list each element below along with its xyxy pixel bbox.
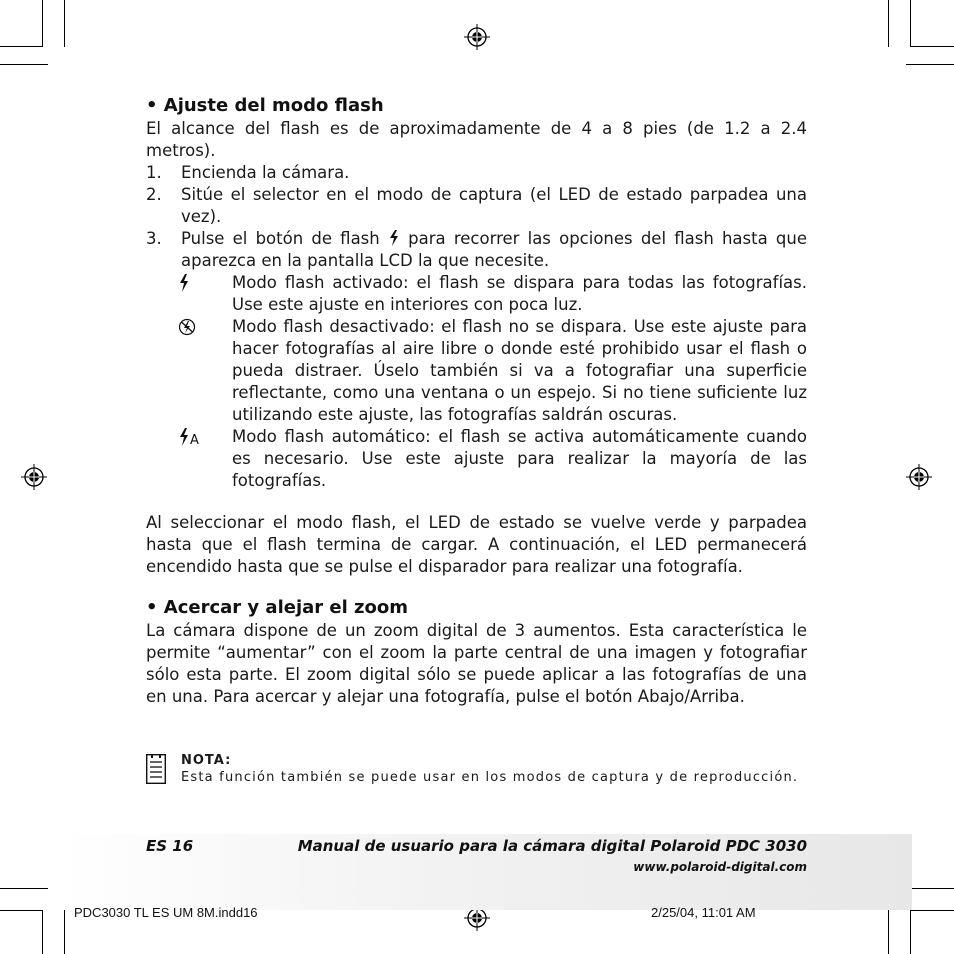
crop-mark <box>0 46 43 47</box>
registration-mark-icon <box>464 24 490 50</box>
crop-mark <box>910 910 954 911</box>
flash-mode-item <box>146 272 807 316</box>
step-number: 1. <box>146 163 162 182</box>
list-item <box>146 162 807 184</box>
list-item <box>146 184 807 228</box>
manual-title: Manual de usuario para la cámara digital Polaroid PDC 3030 <box>297 837 807 855</box>
crop-mark <box>0 888 48 889</box>
registration-mark-icon <box>21 464 47 490</box>
note-icon <box>146 754 166 784</box>
main-content <box>146 94 807 708</box>
flash-icon <box>388 230 400 246</box>
page-number: ES 16 <box>146 837 194 855</box>
note-box <box>146 752 807 786</box>
outro-text: Al seleccionar el modo flash, el LED de estado se vuelve verde y parpadea hasta que el flash termina de cargar. A continuación, el LED permanecerá encendido hasta que se pulse el disparador para realizar una fotografía. <box>146 513 807 576</box>
note-title: NOTA: <box>181 753 232 768</box>
note-text: Esta función también se puede usar en los modos de captura y de reproducción. <box>181 770 799 785</box>
crop-mark <box>42 0 43 47</box>
step-text: Sitúe el selector en el modo de captura (el LED de estado parpadea una <box>181 185 807 204</box>
crop-mark <box>888 0 889 47</box>
crop-mark <box>888 906 889 954</box>
intro-text: metros). <box>146 141 216 160</box>
step-text-start: Pulse el botón de flash <box>181 229 380 248</box>
list-item <box>146 228 807 272</box>
flash-mode-text: Modo flash automático: el flash se activa automáticamente cuando es necesario. Use este ajuste para realizar la mayoría de las fotografías. <box>232 427 807 490</box>
slug-date: 2/25/04, 11:01 AM <box>651 905 756 920</box>
crop-mark <box>906 64 954 65</box>
step-text: vez). <box>181 207 222 226</box>
svg-text:A: A <box>190 433 199 446</box>
crop-mark <box>906 888 954 889</box>
flash-auto-icon <box>179 428 201 446</box>
crop-mark <box>0 910 43 911</box>
flash-on-icon <box>179 274 201 292</box>
flash-mode-text: Modo flash desactivado: el flash no se dispara. Use este ajuste para hacer fotografías al aire libre o donde esté prohibido usar el flash o pueda distraer. Úselo también si va a fotografiar una superficie reflectante, como una ventana o un espejo. Si no tiene suficiente luz utilizando este ajuste, las fotografías saldrán oscuras. <box>232 317 807 424</box>
crop-mark <box>910 910 911 954</box>
step-number: 2. <box>146 185 162 204</box>
step-text: aparezca en la pantalla LCD la que necesite. <box>181 251 550 270</box>
zoom-text: La cámara dispone de un zoom digital de 3 aumentos. Esta característica le permite “aumentar” con el zoom la parte central de una imagen y fotografiar sólo esta parte. El zoom digital sólo se puede aplicar a las fotografías de una en una. Para acercar y alejar una fotografía, pulse el botón Abajo/Arriba. <box>146 621 807 706</box>
crop-mark <box>64 906 65 954</box>
flash-mode-item <box>146 426 807 492</box>
slug-file-name: PDC3030 TL ES UM 8M.indd16 <box>74 905 258 920</box>
note-body <box>181 752 807 786</box>
step-text <box>181 228 807 250</box>
step-number: 3. <box>146 229 162 248</box>
step-text-end: para recorrer las opciones del flash hasta que <box>408 229 807 248</box>
crop-mark <box>42 910 43 954</box>
registration-mark-icon <box>906 464 932 490</box>
section-heading-zoom: • Acercar y alejar el zoom <box>146 597 409 618</box>
section-heading-flash: • Ajuste del modo flash <box>146 95 384 116</box>
step-text: Encienda la cámara. <box>181 163 350 182</box>
crop-mark <box>910 0 911 47</box>
flash-mode-text: Modo flash activado: el flash se dispara para todas las fotografías. Use este ajuste en interiores con poca luz. <box>232 273 807 314</box>
flash-mode-item <box>146 316 807 426</box>
intro-text: El alcance del flash es de aproximadamente de 4 a 8 pies (de 1.2 a 2.4 <box>146 119 807 138</box>
crop-mark <box>64 0 65 47</box>
website-url: www.polaroid-digital.com <box>633 860 807 874</box>
crop-mark <box>0 64 48 65</box>
crop-mark <box>910 46 954 47</box>
flash-off-icon <box>179 318 201 336</box>
page-footer <box>62 834 912 910</box>
